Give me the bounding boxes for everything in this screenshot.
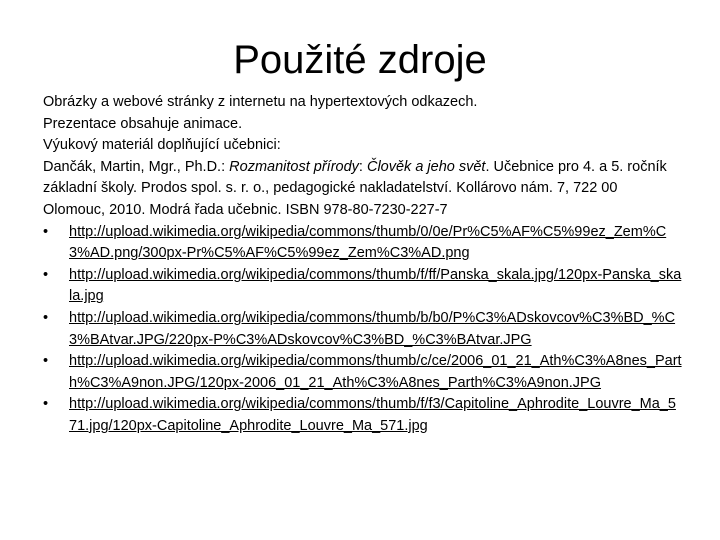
list-item bbox=[43, 265, 683, 308]
list-item bbox=[43, 394, 683, 437]
reference-subtitle: Člověk a jeho svět bbox=[366, 158, 486, 175]
source-link[interactable]: http://upload.wikimedia.org/wikipedia/commons/thumb/f/f3/Capitoline_Aphrodite_Louvre_Ma_571.jpg/120px-Capitoline_Aphrodite_Louvre_Ma_571.jpg bbox=[69, 396, 676, 434]
source-link[interactable]: http://upload.wikimedia.org/wikipedia/commons/thumb/c/ce/2006_01_21_Ath%C3%A8nes_Parth%C3%A9non.JPG/120px-2006_01_21_Ath%C3%A8nes_Parth%C3%A9non.JPG bbox=[69, 353, 682, 391]
slide-title: Použité zdroje bbox=[233, 38, 487, 82]
bullet-icon: • bbox=[43, 223, 49, 240]
bullet-icon: • bbox=[43, 396, 49, 413]
reference-details: . Učebnice pro 4. a 5. ročník základní školy. Prodos spol. s. r. o., pedagogické nakladatelství. Kollárovo nám. 7, 722 00 Olomouc, 2010. Modrá řada učebnic. ISBN 978-80-7230-227-7 bbox=[43, 158, 667, 218]
list-item bbox=[43, 351, 683, 394]
slide-content bbox=[43, 92, 683, 438]
source-link[interactable]: http://upload.wikimedia.org/wikipedia/commons/thumb/0/0e/Pr%C5%AF%C5%99ez_Zem%C3%AD.png/300px-Pr%C5%AF%C5%99ez_Zem%C3%AD.png bbox=[69, 223, 667, 262]
textbook-note: Výukový materiál doplňující učebnici: bbox=[43, 137, 281, 154]
animations-note: Prezentace obsahuje animace. bbox=[43, 115, 243, 132]
reference-colon: : bbox=[358, 158, 367, 175]
list-item bbox=[43, 308, 683, 351]
images-note: Obrázky a webové stránky z internetu na hypertextových odkazech. bbox=[43, 94, 478, 110]
bullet-icon: • bbox=[43, 353, 49, 370]
book-reference bbox=[43, 157, 683, 222]
source-link[interactable]: http://upload.wikimedia.org/wikipedia/commons/thumb/f/ff/Panska_skala.jpg/120px-Panska_skala.jpg bbox=[69, 266, 682, 305]
list-item bbox=[43, 222, 683, 265]
bullet-icon: • bbox=[43, 266, 49, 283]
reference-authors: Dančák, Martin, Mgr., Ph.D.: bbox=[43, 158, 230, 175]
reference-book-title: Rozmanitost přírody bbox=[229, 158, 359, 175]
source-link[interactable]: http://upload.wikimedia.org/wikipedia/commons/thumb/b/b0/P%C3%ADskovcov%C3%BD_%C3%BAtvar.JPG/220px-P%C3%ADskovcov%C3%BD_%C3%BAtvar.JPG bbox=[69, 309, 676, 348]
bullet-icon: • bbox=[43, 309, 49, 326]
source-links-list bbox=[43, 222, 683, 438]
